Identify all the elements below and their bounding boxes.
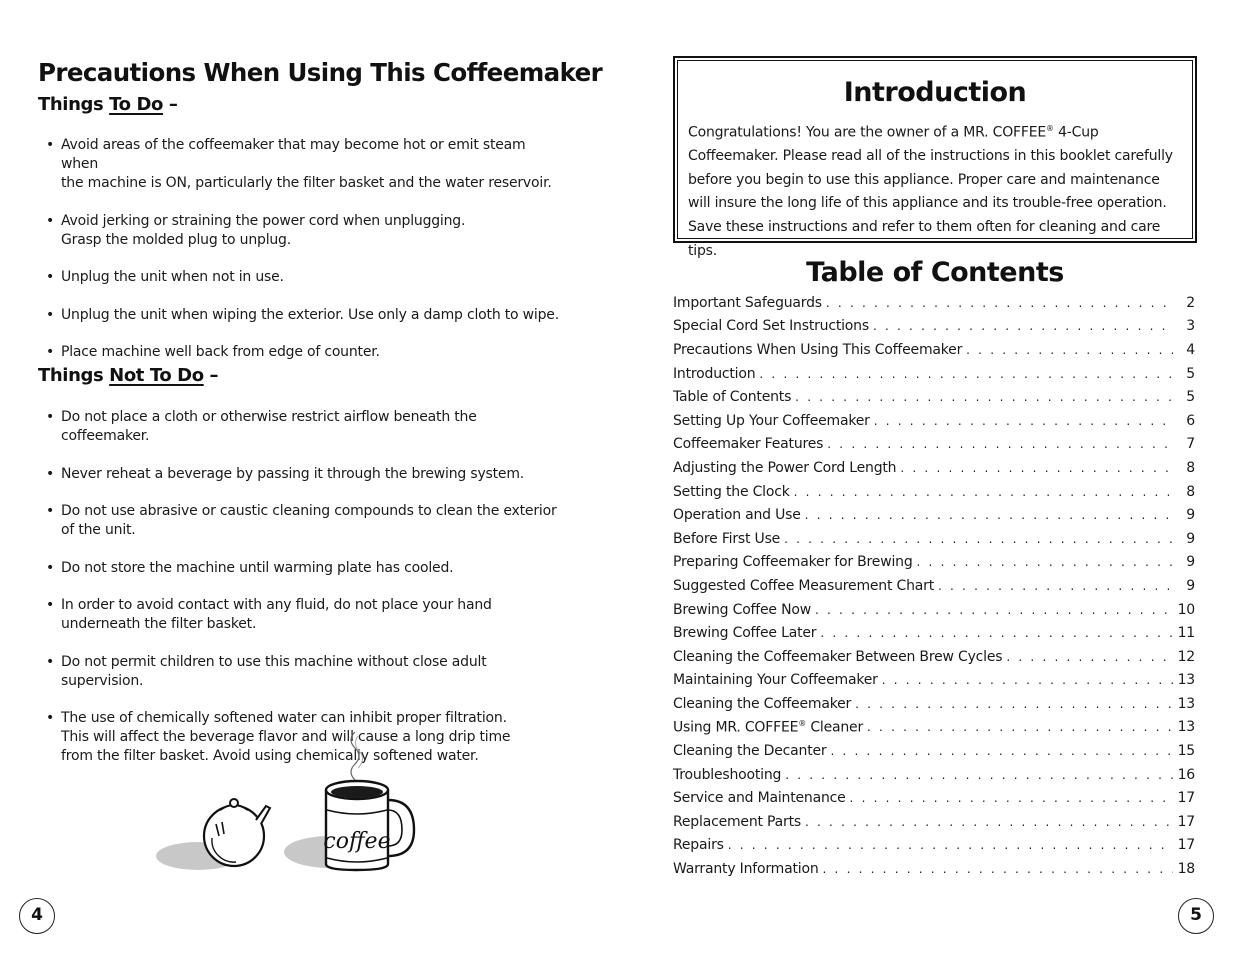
toc-entry	[673, 763, 1195, 787]
toc-entry-label	[673, 578, 938, 594]
toc-entry-label	[673, 696, 855, 712]
toc-entry	[673, 598, 1195, 622]
toc-entry-label-text: Coffeemaker Features	[673, 436, 824, 453]
toc-entry	[673, 645, 1195, 669]
toc-leader-dots	[1006, 650, 1173, 664]
things-to-do-list	[46, 136, 566, 381]
toc-entry-label	[673, 767, 785, 783]
toc-entry	[673, 315, 1195, 339]
toc-page-number: 13	[1177, 695, 1195, 712]
things-not-to-do-prefix: Things	[38, 365, 104, 386]
toc-entry-label-text: Repairs	[673, 837, 724, 854]
toc-entry	[673, 716, 1195, 740]
toc-entry-label-text: Service and Maintenance	[673, 790, 846, 807]
toc-leader-dots	[759, 367, 1173, 381]
toc-entry	[673, 433, 1195, 457]
toc-entry-label-text: Suggested Coffee Measurement Chart	[673, 577, 934, 594]
toc-entry-label-text: Cleaning the Decanter	[673, 743, 827, 760]
toc-entry	[673, 786, 1195, 810]
toc-entry-label-text: Before First Use	[673, 530, 781, 547]
toc-entry	[673, 857, 1195, 881]
toc-page-number: 13	[1177, 672, 1195, 689]
toc-entry-label-text: Cleaning the Coffeemaker Between Brew Cycles	[673, 648, 1003, 665]
toc-leader-dots	[784, 532, 1173, 546]
toc-leader-dots	[873, 319, 1173, 333]
toc-leader-dots	[805, 508, 1173, 522]
toc-entry-label	[673, 743, 830, 759]
toc-entry	[673, 692, 1195, 716]
toc-entry-label	[673, 295, 826, 311]
toc-page-number: 2	[1186, 294, 1195, 311]
toc-entry-label-text: Adjusting the Power Cord Length	[673, 459, 897, 476]
toc-leader-dots	[815, 603, 1173, 617]
toc-page-number: 16	[1177, 766, 1195, 783]
toc-entry-label	[673, 672, 882, 688]
registered-mark: ®	[1046, 124, 1054, 133]
left-page	[0, 0, 617, 954]
toc-entry-label-text: Brewing Coffee Now	[673, 601, 811, 618]
intro-text-before: Congratulations! You are the owner of a MR. COFFEE	[688, 124, 1047, 141]
toc-entry	[673, 834, 1195, 858]
bullet-item: • Do not permit children to use this machine without close adult supervision.	[46, 653, 566, 691]
introduction-text	[688, 117, 1184, 263]
toc-leader-dots	[794, 485, 1173, 499]
toc-entry-label	[673, 318, 873, 334]
toc-entry-label	[673, 366, 759, 382]
precautions-title: Precautions When Using This Coffeemaker	[38, 58, 603, 87]
toc-entry-label-text: Troubleshooting	[673, 766, 782, 783]
toc-entry-label	[673, 861, 823, 877]
toc-leader-dots	[728, 838, 1173, 852]
toc-leader-dots	[855, 697, 1173, 711]
things-to-do-suffix: –	[163, 94, 178, 115]
things-not-to-do-suffix: –	[203, 365, 219, 386]
toc-leader-dots	[917, 555, 1173, 569]
toc-entry	[673, 621, 1195, 645]
toc-leader-dots	[820, 626, 1173, 640]
toc-page-number: 17	[1177, 790, 1195, 807]
toc-entry-label	[673, 436, 827, 452]
things-not-to-do-underlined: Not To Do	[109, 365, 204, 386]
toc-entry	[673, 291, 1195, 315]
toc-leader-dots	[850, 791, 1173, 805]
toc-page-number: 17	[1177, 837, 1195, 854]
toc-page-number: 8	[1186, 483, 1195, 500]
toc-page-number: 6	[1186, 412, 1195, 429]
toc-entry	[673, 456, 1195, 480]
coffee-illustration	[150, 728, 430, 882]
toc-page-number: 12	[1177, 648, 1195, 665]
toc-entry-label	[673, 531, 784, 547]
toc-leader-dots	[830, 744, 1173, 758]
toc-entry	[673, 669, 1195, 693]
bullet-item: • Place machine well back from edge of counter.	[46, 343, 566, 362]
things-not-to-do-heading	[38, 365, 218, 386]
toc-entry-label	[673, 413, 874, 429]
toc-page-number: 17	[1177, 813, 1195, 830]
teapot-and-mug-icon	[150, 728, 430, 878]
toc-entry-label	[673, 649, 1006, 665]
toc-page-number: 13	[1177, 719, 1195, 736]
page-number-left: 4	[19, 898, 55, 934]
toc-page-number: 11	[1177, 625, 1195, 642]
bullet-item: • Avoid areas of the coffeemaker that may become hot or emit steam when the machine is ON, particularly the filter basket and the water reservoir.	[46, 136, 566, 193]
bullet-item: • Do not place a cloth or otherwise restrict airflow beneath the coffeemaker.	[46, 408, 566, 446]
toc-entry	[673, 362, 1195, 386]
toc-entry-label-text: Warranty Information	[673, 861, 819, 878]
toc-leader-dots	[795, 390, 1173, 404]
toc-page-number: 7	[1186, 436, 1195, 453]
toc-entry-label	[673, 389, 795, 405]
toc-entry-label-text: Operation and Use	[673, 507, 801, 524]
introduction-box	[673, 56, 1197, 259]
toc-page-number: 9	[1186, 507, 1195, 524]
toc-entry-label-text: Setting the Clock	[673, 483, 790, 500]
toc-page-number: 4	[1186, 341, 1195, 358]
table-of-contents	[673, 291, 1195, 881]
introduction-box-inner	[677, 60, 1193, 259]
toc-entry-label	[673, 837, 728, 853]
bullet-item: • Unplug the unit when wiping the exterior. Use only a damp cloth to wipe.	[46, 306, 566, 325]
toc-entry	[673, 574, 1195, 598]
toc-entry	[673, 385, 1195, 409]
toc-entry	[673, 409, 1195, 433]
toc-page-number: 8	[1186, 459, 1195, 476]
toc-entry-label-text: Using MR. COFFEE	[673, 719, 799, 736]
toc-entry	[673, 527, 1195, 551]
toc-leader-dots	[966, 343, 1173, 357]
right-page	[617, 0, 1235, 954]
toc-page-number: 5	[1186, 389, 1195, 406]
bullet-item: • Unplug the unit when not in use.	[46, 268, 566, 287]
toc-leader-dots	[938, 579, 1173, 593]
toc-entry-label-text: Setting Up Your Coffeemaker	[673, 412, 870, 429]
toc-registered-mark: ®	[798, 719, 807, 729]
toc-entry	[673, 503, 1195, 527]
toc-leader-dots	[900, 461, 1173, 475]
toc-entry-label-text: Introduction	[673, 365, 756, 382]
page-number-right: 5	[1178, 898, 1214, 934]
toc-entry-label	[673, 814, 805, 830]
bullet-item: • The use of chemically softened water can inhibit proper filtration. This will affect the beverage flavor and will cause a long drip time from the filter basket. Avoid using chemically softened water.	[46, 709, 566, 766]
toc-entry-label-text: Maintaining Your Coffeemaker	[673, 672, 878, 689]
mug-label: coffee	[323, 829, 391, 854]
toc-entry	[673, 810, 1195, 834]
toc-page-number: 15	[1177, 743, 1195, 760]
toc-page-number: 9	[1186, 554, 1195, 571]
toc-entry-label-text: Special Cord Set Instructions	[673, 318, 869, 335]
toc-leader-dots	[823, 862, 1173, 876]
toc-entry-label-text: Table of Contents	[673, 389, 792, 406]
toc-entry-label	[673, 790, 850, 806]
bullet-item: • Never reheat a beverage by passing it through the brewing system.	[46, 465, 566, 484]
toc-page-number: 10	[1177, 601, 1195, 618]
things-to-do-underlined: To Do	[109, 94, 163, 115]
toc-page-number: 18	[1177, 861, 1195, 878]
toc-entry	[673, 739, 1195, 763]
toc-entry-label	[673, 460, 900, 476]
toc-title: Table of Contents	[806, 257, 1064, 288]
intro-text-after: 4-Cup Coffeemaker. Please read all of the instructions in this booklet carefully before you begin to use this appliance. Proper care and maintenance will insure the long life of this appliance and its trouble-free operation. Save these instructions and refer to them often for cleaning and care tips.	[688, 124, 1173, 259]
things-to-do-heading	[38, 94, 177, 115]
toc-entry-label	[673, 719, 867, 736]
toc-leader-dots	[867, 720, 1173, 734]
toc-entry-label-text: Preparing Coffeemaker for Brewing	[673, 554, 913, 571]
toc-entry-label	[673, 554, 917, 570]
toc-leader-dots	[882, 673, 1173, 687]
toc-entry	[673, 551, 1195, 575]
toc-leader-dots	[827, 437, 1173, 451]
bullet-item: • Avoid jerking or straining the power cord when unplugging. Grasp the molded plug to unplug.	[46, 212, 566, 250]
introduction-title: Introduction	[843, 77, 1027, 108]
toc-leader-dots	[785, 768, 1173, 782]
bullet-item: • In order to avoid contact with any fluid, do not place your hand underneath the filter basket.	[46, 596, 566, 634]
things-to-do-prefix: Things	[38, 94, 104, 115]
toc-entry-label-text: Precautions When Using This Coffeemaker	[673, 341, 963, 358]
toc-entry-label	[673, 342, 966, 358]
toc-page-number: 9	[1186, 577, 1195, 594]
toc-entry-label	[673, 507, 805, 523]
toc-entry-label	[673, 602, 815, 618]
toc-leader-dots	[826, 296, 1173, 310]
toc-entry	[673, 338, 1195, 362]
toc-entry	[673, 480, 1195, 504]
toc-entry-label-suffix: Cleaner	[806, 719, 864, 736]
toc-entry-label	[673, 484, 794, 500]
toc-page-number: 9	[1186, 530, 1195, 547]
toc-leader-dots	[874, 414, 1173, 428]
toc-entry-label-text: Cleaning the Coffeemaker	[673, 695, 852, 712]
toc-entry-label-text: Important Safeguards	[673, 294, 822, 311]
bullet-item: • Do not store the machine until warming plate has cooled.	[46, 559, 566, 578]
toc-page-number: 5	[1186, 365, 1195, 382]
toc-leader-dots	[805, 815, 1173, 829]
toc-page-number: 3	[1186, 318, 1195, 335]
toc-entry-label-text: Brewing Coffee Later	[673, 625, 817, 642]
bullet-item: • Do not use abrasive or caustic cleaning compounds to clean the exterior of the unit.	[46, 502, 566, 540]
toc-entry-label-text: Replacement Parts	[673, 813, 801, 830]
toc-entry-label	[673, 625, 820, 641]
